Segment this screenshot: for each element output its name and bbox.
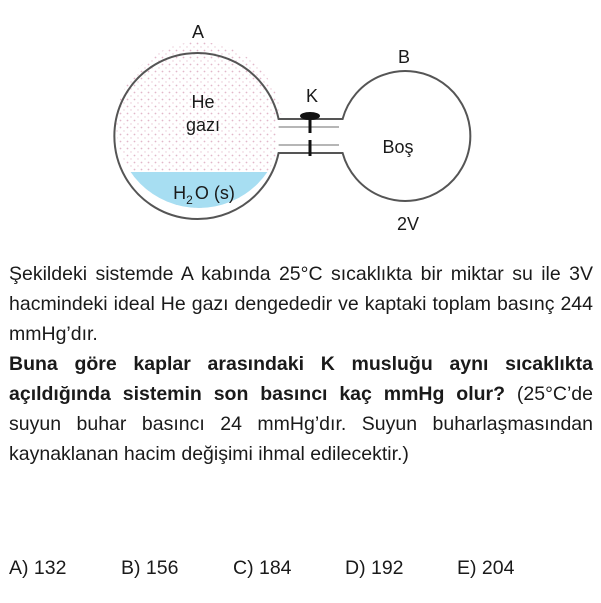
gas-label-line1: He [191, 92, 215, 112]
option-a[interactable]: A) 132 [9, 557, 67, 579]
question-prompt [9, 349, 593, 469]
label-container-b: B [397, 47, 411, 67]
question-note: (25°C’de suyun buhar basıncı 24 mmHg’dır. Suyun buharlaşmasından kaynaklanan hacim değişimi ihmal edilecektir.) [9, 383, 593, 465]
question-intro: Şekildeki sistemde A kabında 25°C sıcaklıkta bir miktar su ile 3V hacmindeki ideal He gazı dengededir ve kaptaki toplam basınç 244 mmHg’dır. [9, 263, 593, 345]
question-prompt-bold: Buna göre kaplar arasındaki K musluğu aynı sıcaklıkta açıldığında sistemin son basıncı kaç mmHg olur? [9, 353, 593, 405]
water-label: $H_2$ O (s) [173, 183, 235, 207]
empty-label: Boş [382, 137, 414, 157]
apparatus-diagram [0, 0, 601, 250]
label-valve-k: K [305, 86, 319, 106]
gas-label-line2: gazı [185, 115, 221, 135]
option-d[interactable]: D) 192 [345, 557, 404, 579]
question-text [9, 259, 593, 469]
option-e[interactable]: E) 204 [457, 557, 515, 579]
option-b[interactable]: B) 156 [121, 557, 179, 579]
volume-label-b: 2V [396, 214, 420, 234]
answer-options [9, 553, 593, 583]
label-container-a: A [191, 22, 205, 42]
option-c[interactable]: C) 184 [233, 557, 292, 579]
